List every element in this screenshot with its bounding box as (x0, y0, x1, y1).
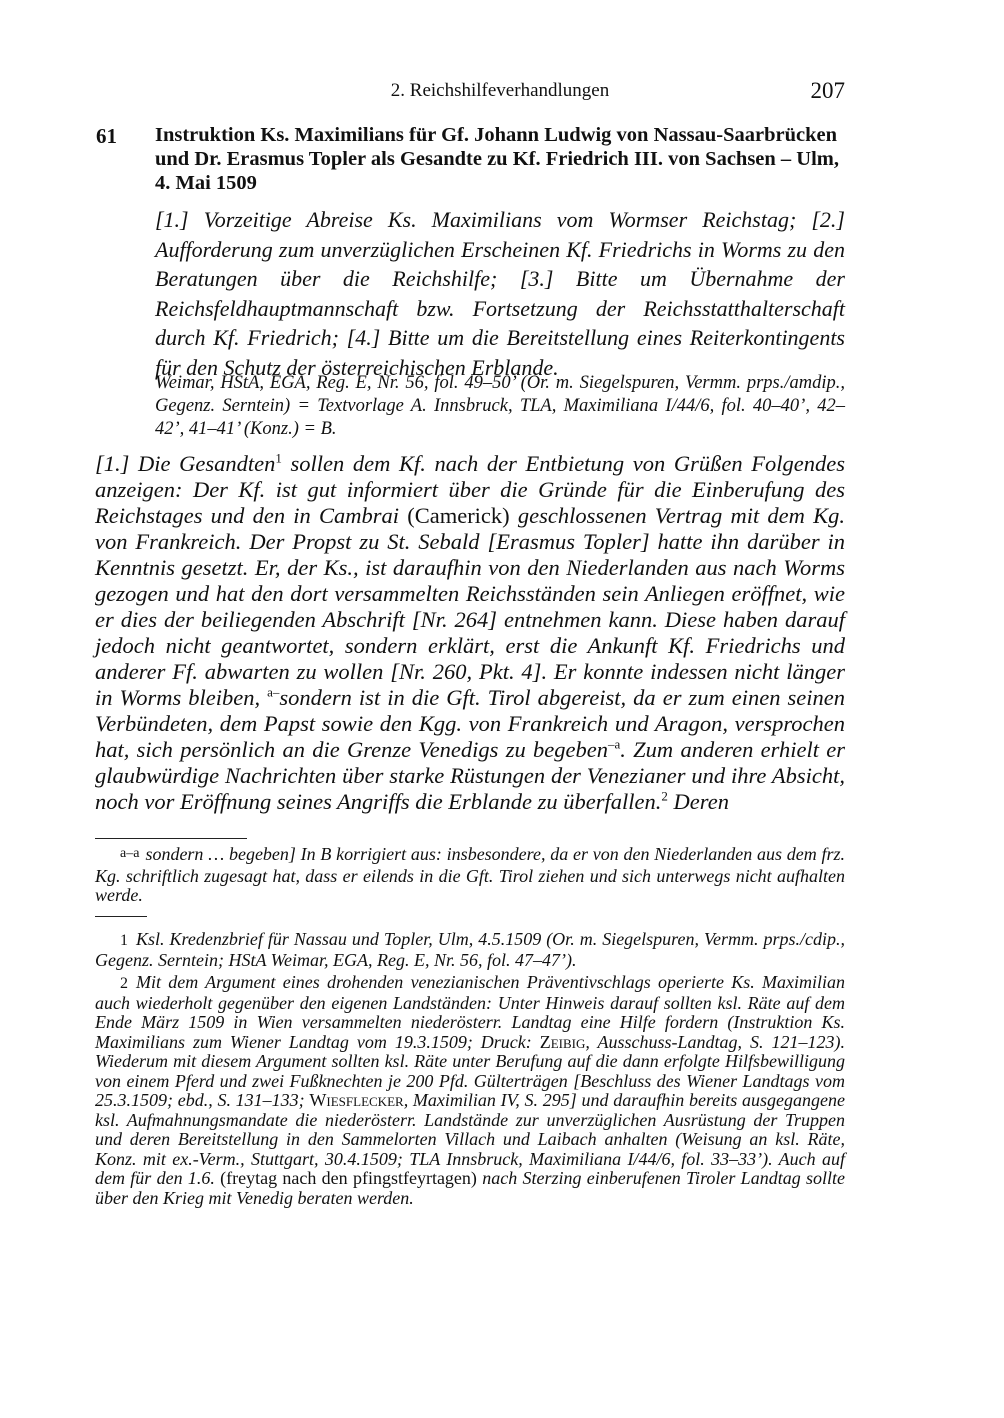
page-number: 207 (810, 78, 845, 103)
footnote-2-text: Mit dem Argument eines drohenden venezianischen Präventivschlags operierte Ks. Maximilian auch wiederholt gegenüber den eigenen Landständen: Unter Hinweis darauf sollten ksl. Räte auf dem Ende März 1509 in Wien versammelten niederösterr. Landtag eine Hilfe fordern (Instruktion Ks. Maximilians zum Wiener Landtag vom 19.3.1509; Druck: (95, 972, 845, 1052)
footnote-2-mark: 2 (120, 975, 128, 992)
document-title: Instruktion Ks. Maximilians für Gf. Johann Ludwig von Nassau-Saarbrücken und Dr. Erasmus Topler als Gesandte zu Kf. Friedrich III. von Sachsen – Ulm, 4. Mai 1509 (155, 124, 839, 194)
footnote-2-text: nach Sterzing einberufenen Tiroler Landtag sollte über den Krieg mit Venedig beraten werden. (95, 1168, 845, 1208)
main-text-part: [1.] Die Gesandten (95, 451, 276, 476)
document-summary: [1.] Vorzeitige Abreise Ks. Maximilians vom Wormser Reichstag; [2.] Aufforderung zum unverzüglichen Erscheinen Kf. Friedrichs in Worms zu den Beratungen über die Reichshilfe; [3.] Bitte um Übernahme der Reichsfeldhauptmannschaft bzw. Fortsetzung der Reichsstatthalterschaft durch Kf. Friedrich; [4.] Bitte um die Bereitstellung eines Reiterkontingents für den Schutz der österreichischen Erblande. (155, 207, 845, 380)
footnote-ref-1: 1 (275, 450, 282, 466)
author-name: Zeibig (539, 1031, 586, 1052)
footnote-1 (95, 930, 845, 970)
main-text-upright: (Camerick) (407, 503, 510, 528)
footnote-2-quote: (freytag nach den pfingstfeyrtagen) (220, 1168, 477, 1188)
footnote-1-text: Ksl. Kredenzbrief für Nassau und Topler, Ulm, 4.5.1509 (Or. m. Siegelspuren, Vermm. prps./cdip., Gegenz. Serntein; HStA Weimar, EGA, Reg. E, Nr. 56, fol. 47–47’). (95, 929, 845, 970)
footnote-1-mark: 1 (120, 932, 128, 949)
main-text (95, 451, 845, 815)
footnote-ref-2: 2 (661, 788, 668, 804)
main-text-part: . Zum anderen erhielt er glaubwürdige Nachrichten über starke Rüstungen der Venezianer und ihre Absicht, noch vor Eröffnung seines Angriffs die Erblande zu überfallen. (95, 737, 845, 814)
variant-footnote (95, 845, 845, 906)
footnote-divider (95, 838, 247, 839)
footnote-2-text: , Ausschuss-Landtag, S. 121–123). Wiederum mit diesem Argument sollten ksl. Räte unter Berufung auf die dann erfolgte Hilfsbewilligung von einem Pferd und zwei Fußknechten je 200 Pfd. Gülterträgen [Beschluss des Wiener Landtags vom 25.3.1509; ebd., S. 131–133; (95, 1031, 845, 1110)
variant-mark-close: –a (607, 736, 621, 752)
main-text-part: sollen dem Kf. nach der Entbietung von Grüßen Folgendes anzeigen: Der Kf. ist gut informiert über die Gründe für die Einberufung des Reichstages und den in Cambrai (95, 451, 846, 528)
variant-footnote-text: sondern … begeben] In B korrigiert aus: insbesondere, da er von den Niederlanden aus dem frz. Kg. schriftlich zugesagt hat, dass er eilends in die Gft. Tirol ziehen und sich unterwegs nicht aufhalten werde. (95, 844, 845, 905)
footnote-divider (95, 916, 147, 917)
main-text-part: Deren (667, 789, 729, 814)
author-name: Wiesflecker (309, 1090, 404, 1110)
main-text-part: sondern ist in die Gft. Tirol abgereist, da er zum einen seinen Verbündeten, dem Papst sowie den Kgg. von Frankreich und Aragon, versprochen hat, sich persönlich an die Grenze Venedigs zu begeben (95, 685, 845, 762)
document-sources: Weimar, HStA, EGA, Reg. E, Nr. 56, fol. 49–50’ (Or. m. Siegelspuren, Vermm. prps./amdip., Gegenz. Serntein) = Textvorlage A. Innsbruck, TLA, Maximiliana I/44/6, fol. 40–40’, 42–42’, 41–41’ (Konz.) = B. (155, 373, 845, 439)
footnote-2 (95, 973, 845, 1208)
main-text-part: geschlossenen Vertrag mit dem Kg. von Frankreich. Der Propst zu St. Sebald [Erasmus Topler] hatte ihn darüber in Kenntnis gesetzt. Er, der Ks., ist daraufhin von den Niederlanden aus nach Worms gezogen und hat den dort versammelten Reichsständen sein Anliegen eröffnet, wie er dies der beiliegenden Abschrift [Nr. 264] entnehmen kann. Diese haben darauf jedoch nicht geantwortet, sondern erklärt, erst die Ankunft Kf. Friedrichs und anderer Ff. abwarten zu wollen [Nr. 260, Pkt. 4]. Er konnte indessen nicht länger in Worms bleiben, (95, 503, 845, 710)
variant-footnote-mark: a–a (120, 846, 140, 861)
footnote-2-text: , Maximilian IV, S. 295] und daraufhin bereits ausgegangene ksl. Aufmahnungsmandate die niederösterr. Landstände zur unverzüglichen Ausrüstung der Truppen und deren Bereitstellung in den Sammelorten Villach und Laibach anhalten (Weisung an ksl. Räte, Konz. mit ex.-Verm., Stuttgart, 30.4.1509; TLA Innsbruck, Maximiliana I/44/6, fol. 33–33’). Auch auf dem für den 1.6. (95, 1090, 845, 1188)
document-number: 61 (96, 124, 117, 148)
running-header: 2. Reichshilfeverhandlungen (390, 80, 610, 101)
variant-mark-open: a– (267, 684, 280, 700)
